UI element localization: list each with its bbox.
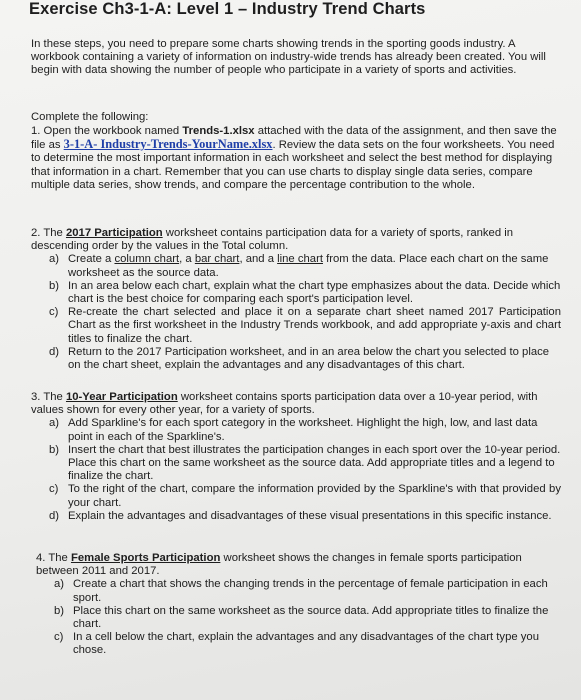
item-text: Place this chart on the same worksheet as the source data. Add appropriate titles to finalize the chart.: [73, 604, 549, 631]
item-text: , and a: [239, 253, 278, 266]
step-3-text-a: 3. The: [31, 391, 66, 403]
item-label: a): [54, 578, 65, 591]
item-text: In an area below each chart, explain what the chart type emphasizes about the data. Decide which chart is the best choice for comparing each sport's participation level.: [68, 279, 561, 306]
step-4-item-a: [54, 578, 552, 604]
step-4-list: [36, 578, 552, 657]
step-3-item-d: [49, 510, 561, 523]
line-chart-term: line chart: [277, 253, 323, 266]
item-text: Return to the 2017 Participation worksheet, and in an area below the chart you selected to place on the chart sheet, explain the advantages and any disadvantages of this chart.: [68, 345, 550, 372]
step-4-intro: [36, 552, 552, 578]
item-text: To the right of the chart, compare the information provided by the Sparkline's with that provided by your chart.: [68, 483, 561, 509]
item-text: Explain the advantages and disadvantages of these visual presentations in this specific instance.: [68, 509, 552, 522]
complete-label: Complete the following:: [31, 111, 149, 123]
page-title: Exercise Ch3-1-A: Level 1 – Industry Trend Charts: [29, 0, 426, 18]
item-text: Add Sparkline's for each sport category in the worksheet. Highlight the high, low, and last data point in each of the Sparkline's.: [68, 417, 538, 443]
intro-paragraph: In these steps, you need to prepare some charts showing trends in the sporting goods industry. A workbook containing a variety of information on industry-wide trends has already been created. You will begin with data showing the number of people who participate in a variety of sports and activities.: [31, 38, 546, 77]
step-2-text-a: 2. The: [31, 227, 66, 239]
step-2: [31, 227, 561, 372]
sheet-name-2017-participation: 2017 Participation: [65, 227, 163, 239]
column-chart-term: column chart: [114, 253, 180, 266]
step-1-text-b: attached with the data of the assignment, and then save the file as: [31, 125, 557, 152]
save-as-filename-link[interactable]: 3-1-A- Industry-Trends-YourName.xlsx: [63, 137, 273, 152]
step-2-item-a: [49, 253, 561, 279]
step-2-item-c: [49, 306, 561, 346]
step-2-item-b: [49, 280, 561, 306]
step-1-text-a: 1. Open the workbook named: [31, 125, 183, 137]
step-3-intro: [31, 391, 561, 417]
step-3-text-b: worksheet contains sports participation data over a 10-year period, with values shown for every other year, for a variety of sports.: [31, 391, 538, 417]
item-label: b): [49, 443, 60, 456]
step-3-item-a: [49, 417, 561, 443]
step-2-list: [31, 253, 561, 372]
item-text: Re-create the chart selected and place it on a separate chart sheet named 2017 Participation Chart as the first worksheet in the Industry Trends workbook, and add appropriate y-axis and chart titles to finalize the chart.: [68, 306, 561, 345]
item-label: c): [49, 306, 59, 319]
step-3-item-c: [49, 483, 561, 509]
item-label: c): [49, 483, 59, 496]
step-4-item-b: [54, 605, 552, 631]
step-4-text-b: worksheet shows the changes in female sports participation between 2011 and 2017.: [36, 552, 522, 578]
item-label: d): [49, 345, 60, 358]
step-2-text-b: worksheet contains participation data for a variety of sports, ranked in descending order by the values in the Total column.: [31, 227, 514, 253]
item-label: b): [54, 604, 65, 617]
item-text: from the data. Place each chart on the same worksheet as the source data.: [68, 253, 549, 279]
step-3-item-b: [49, 444, 561, 484]
item-text: Create a: [68, 253, 115, 266]
item-label: b): [49, 279, 60, 292]
sheet-name-female-sports-participation: Female Sports Participation: [70, 552, 221, 564]
step-3: [31, 391, 561, 523]
step-4-item-c: [54, 631, 552, 657]
item-label: d): [49, 509, 60, 522]
workbook-filename: Trends-1.xlsx: [182, 125, 255, 137]
step-4-text-a: 4. The: [36, 552, 71, 564]
item-label: c): [54, 631, 64, 644]
item-text: In a cell below the chart, explain the advantages and any disadvantages of the chart type you chose.: [73, 631, 539, 657]
step-3-list: [31, 417, 561, 523]
item-label: a): [49, 417, 60, 430]
step-2-item-d: [49, 346, 561, 372]
item-text: Insert the chart that best illustrates the participation changes in each sport over the 10-year period. Place this chart on the same worksheet as the source data. Add appropriate titles and a legend to finalize the chart.: [68, 443, 561, 483]
item-label: a): [49, 253, 60, 266]
sheet-name-10-year-participation: 10-Year Participation: [65, 391, 178, 403]
step-2-intro: [31, 227, 561, 253]
item-text: , a: [179, 253, 195, 266]
step-4: [36, 552, 552, 658]
step-1-text-c: . Review the data sets on the four worksheets. You need to determine the most important information in each worksheet and select the best method for displaying that information in a chart. Remember that you can use charts to display single data series, compare multiple data series, show trends, and compare the percentage contribution to the whole.: [31, 139, 555, 191]
item-text: Create a chart that shows the changing trends in the percentage of female participation in each sport.: [73, 578, 548, 604]
step-1: [31, 125, 561, 192]
bar-chart-term: bar chart: [194, 253, 240, 266]
